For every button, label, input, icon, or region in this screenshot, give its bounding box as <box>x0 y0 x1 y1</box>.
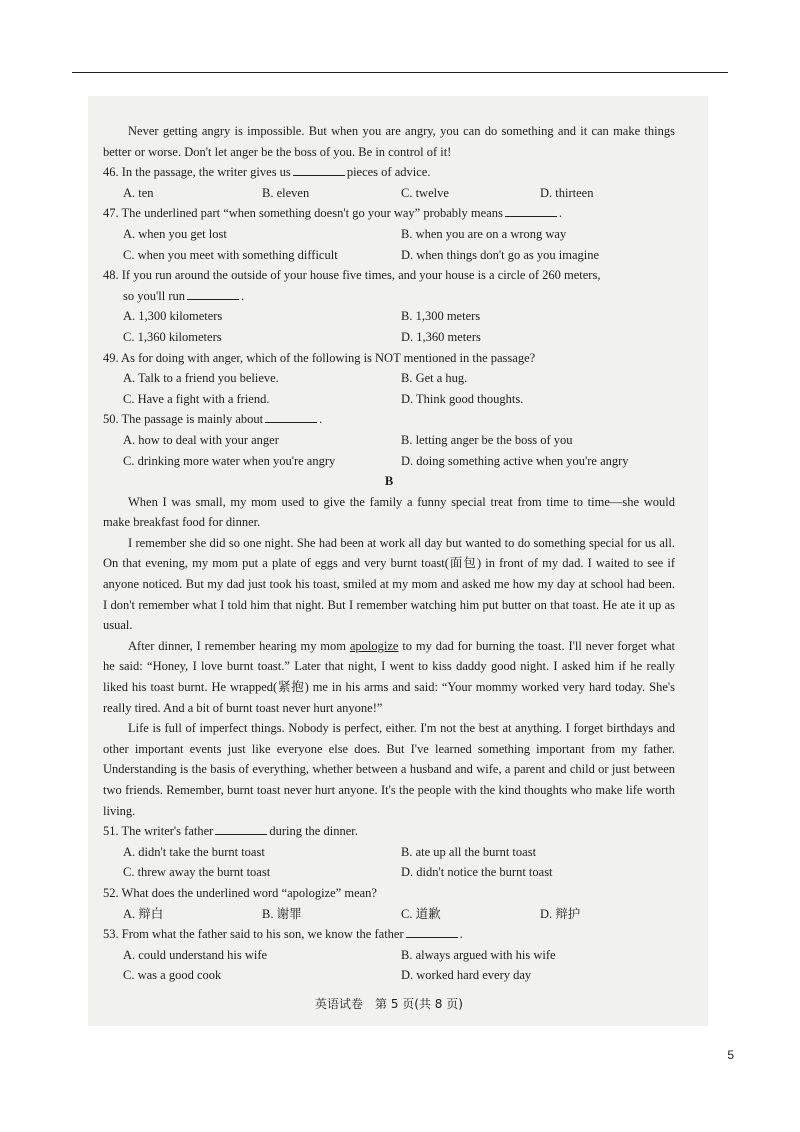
exam-content <box>103 121 675 1026</box>
question-50: 50. The passage is mainly about . <box>103 412 323 427</box>
q53-options-row1 <box>103 945 675 966</box>
option: C. 道歉 <box>401 906 441 921</box>
answer-blank <box>505 204 557 217</box>
q47-options-row2 <box>103 245 675 266</box>
option: D. when things don't go as you imagine <box>401 247 600 262</box>
q48-options-row2 <box>103 327 675 348</box>
passage-b-paragraph-3: After dinner, I remember hearing my mom apologize to my dad for burning the toast. I'll never forget what he said: “Honey, I love burnt toast.” Later that night, I went to kiss daddy good night. I asked him if he really liked his toast burnt. He wrapped(紧抱) me in his arms and said: “Your mommy worked very hard today. She's really tired. And a bit of burnt toast never hurt anyone!” <box>103 638 676 715</box>
option: B. eleven <box>262 185 310 200</box>
page-number: 5 <box>727 1048 734 1062</box>
option: C. drinking more water when you're angry <box>123 453 336 468</box>
answer-blank <box>265 410 317 423</box>
option: A. didn't take the burnt toast <box>123 844 265 859</box>
underlined-word: apologize <box>349 638 399 653</box>
header-rule <box>72 72 728 73</box>
q49-options-row1 <box>103 368 675 389</box>
passage-b-paragraph-1: When I was small, my mom used to give the family a funny special treat from time to time—she would make breakfast food for dinner. <box>103 494 675 530</box>
question-49: 49. As for doing with anger, which of the following is NOT mentioned in the passage? <box>103 350 536 365</box>
option: B. 1,300 meters <box>401 309 481 324</box>
option: A. Talk to a friend you believe. <box>123 371 279 386</box>
q52-options <box>103 904 675 925</box>
answer-blank <box>215 822 267 835</box>
option: B. letting anger be the boss of you <box>401 432 573 447</box>
intro-paragraph: Never getting angry is impossible. But when you are angry, you can do something and it can make things better or worse. Don't let anger be the boss of you. Be in control of it! <box>103 124 675 159</box>
q53-options-row2 <box>103 965 675 986</box>
option: A. ten <box>123 185 154 200</box>
option: B. ate up all the burnt toast <box>401 844 537 859</box>
option: B. 谢罪 <box>262 906 302 921</box>
option: B. when you are on a wrong way <box>401 226 567 241</box>
option: C. when you meet with something difficult <box>123 247 338 262</box>
option: D. didn't notice the burnt toast <box>401 865 553 880</box>
q48-options-row1 <box>103 306 675 327</box>
question-48-cont: so you'll run . <box>123 288 245 303</box>
option: D. Think good thoughts. <box>401 391 524 406</box>
q47-options-row1 <box>103 224 675 245</box>
option: A. 辩白 <box>123 906 164 921</box>
option: D. worked hard every day <box>401 968 532 983</box>
option: C. was a good cook <box>123 968 222 983</box>
passage-b-paragraph-2: I remember she did so one night. She had been at work all day but wanted to do something special for us all. On that evening, my mom put a plate of eggs and very burnt toast(面包) in front of my dad. I waited to see if anyone noticed. But my dad just took his toast, smiled at my mom and asked me how my day at school had been. I don't remember what I told him that night. But I remember watching him put butter on that toast. He ate it up as usual. <box>103 535 675 633</box>
option: B. Get a hug. <box>401 371 468 386</box>
answer-blank <box>293 163 345 176</box>
option: A. when you get lost <box>123 226 227 241</box>
q46-options <box>103 183 675 204</box>
q50-options-row1 <box>103 430 675 451</box>
q49-options-row2 <box>103 389 675 410</box>
q51-options-row2 <box>103 862 675 883</box>
option: C. Have a fight with a friend. <box>123 391 270 406</box>
option: D. 辩护 <box>540 906 581 921</box>
option: C. 1,360 kilometers <box>123 329 222 344</box>
option: A. 1,300 kilometers <box>123 309 223 324</box>
q50-options-row2 <box>103 451 675 472</box>
option: D. thirteen <box>540 185 594 200</box>
q51-options-row1 <box>103 842 675 863</box>
scan-footer: 英语试卷 第 5 页(共 8 页) <box>315 996 463 1011</box>
option: A. how to deal with your anger <box>123 432 279 447</box>
option: A. could understand his wife <box>123 947 268 962</box>
option: C. threw away the burnt toast <box>123 865 271 880</box>
passage-b-paragraph-4: Life is full of imperfect things. Nobody is perfect, either. I'm not the best at anything. I forget birthdays and other important events just like everyone else does. But I've learned something important from my father. Understanding is the basis of everything, whether between a husband and wife, a parent and child or just between two friends. Remember, burnt toast never hurt anyone. It's the people with the kind thoughts who make life worth living. <box>103 721 675 818</box>
section-heading-b: B <box>384 474 394 489</box>
question-48: 48. If you run around the outside of your house five times, and your house is a circle of 260 meters, <box>103 268 601 283</box>
question-52: 52. What does the underlined word “apologize” mean? <box>103 885 377 900</box>
question-51: 51. The writer's father during the dinner. <box>103 824 358 839</box>
question-47: 47. The underlined part “when something doesn't go your way” probably means . <box>103 206 562 221</box>
option: B. always argued with his wife <box>401 947 556 962</box>
answer-blank <box>187 287 239 300</box>
option: D. 1,360 meters <box>401 329 481 344</box>
option: C. twelve <box>401 185 449 200</box>
question-53: 53. From what the father said to his son, we know the father . <box>103 927 463 942</box>
answer-blank <box>406 925 458 938</box>
option: D. doing something active when you're angry <box>401 453 629 468</box>
question-46: 46. In the passage, the writer gives us pieces of advice. <box>103 165 431 180</box>
